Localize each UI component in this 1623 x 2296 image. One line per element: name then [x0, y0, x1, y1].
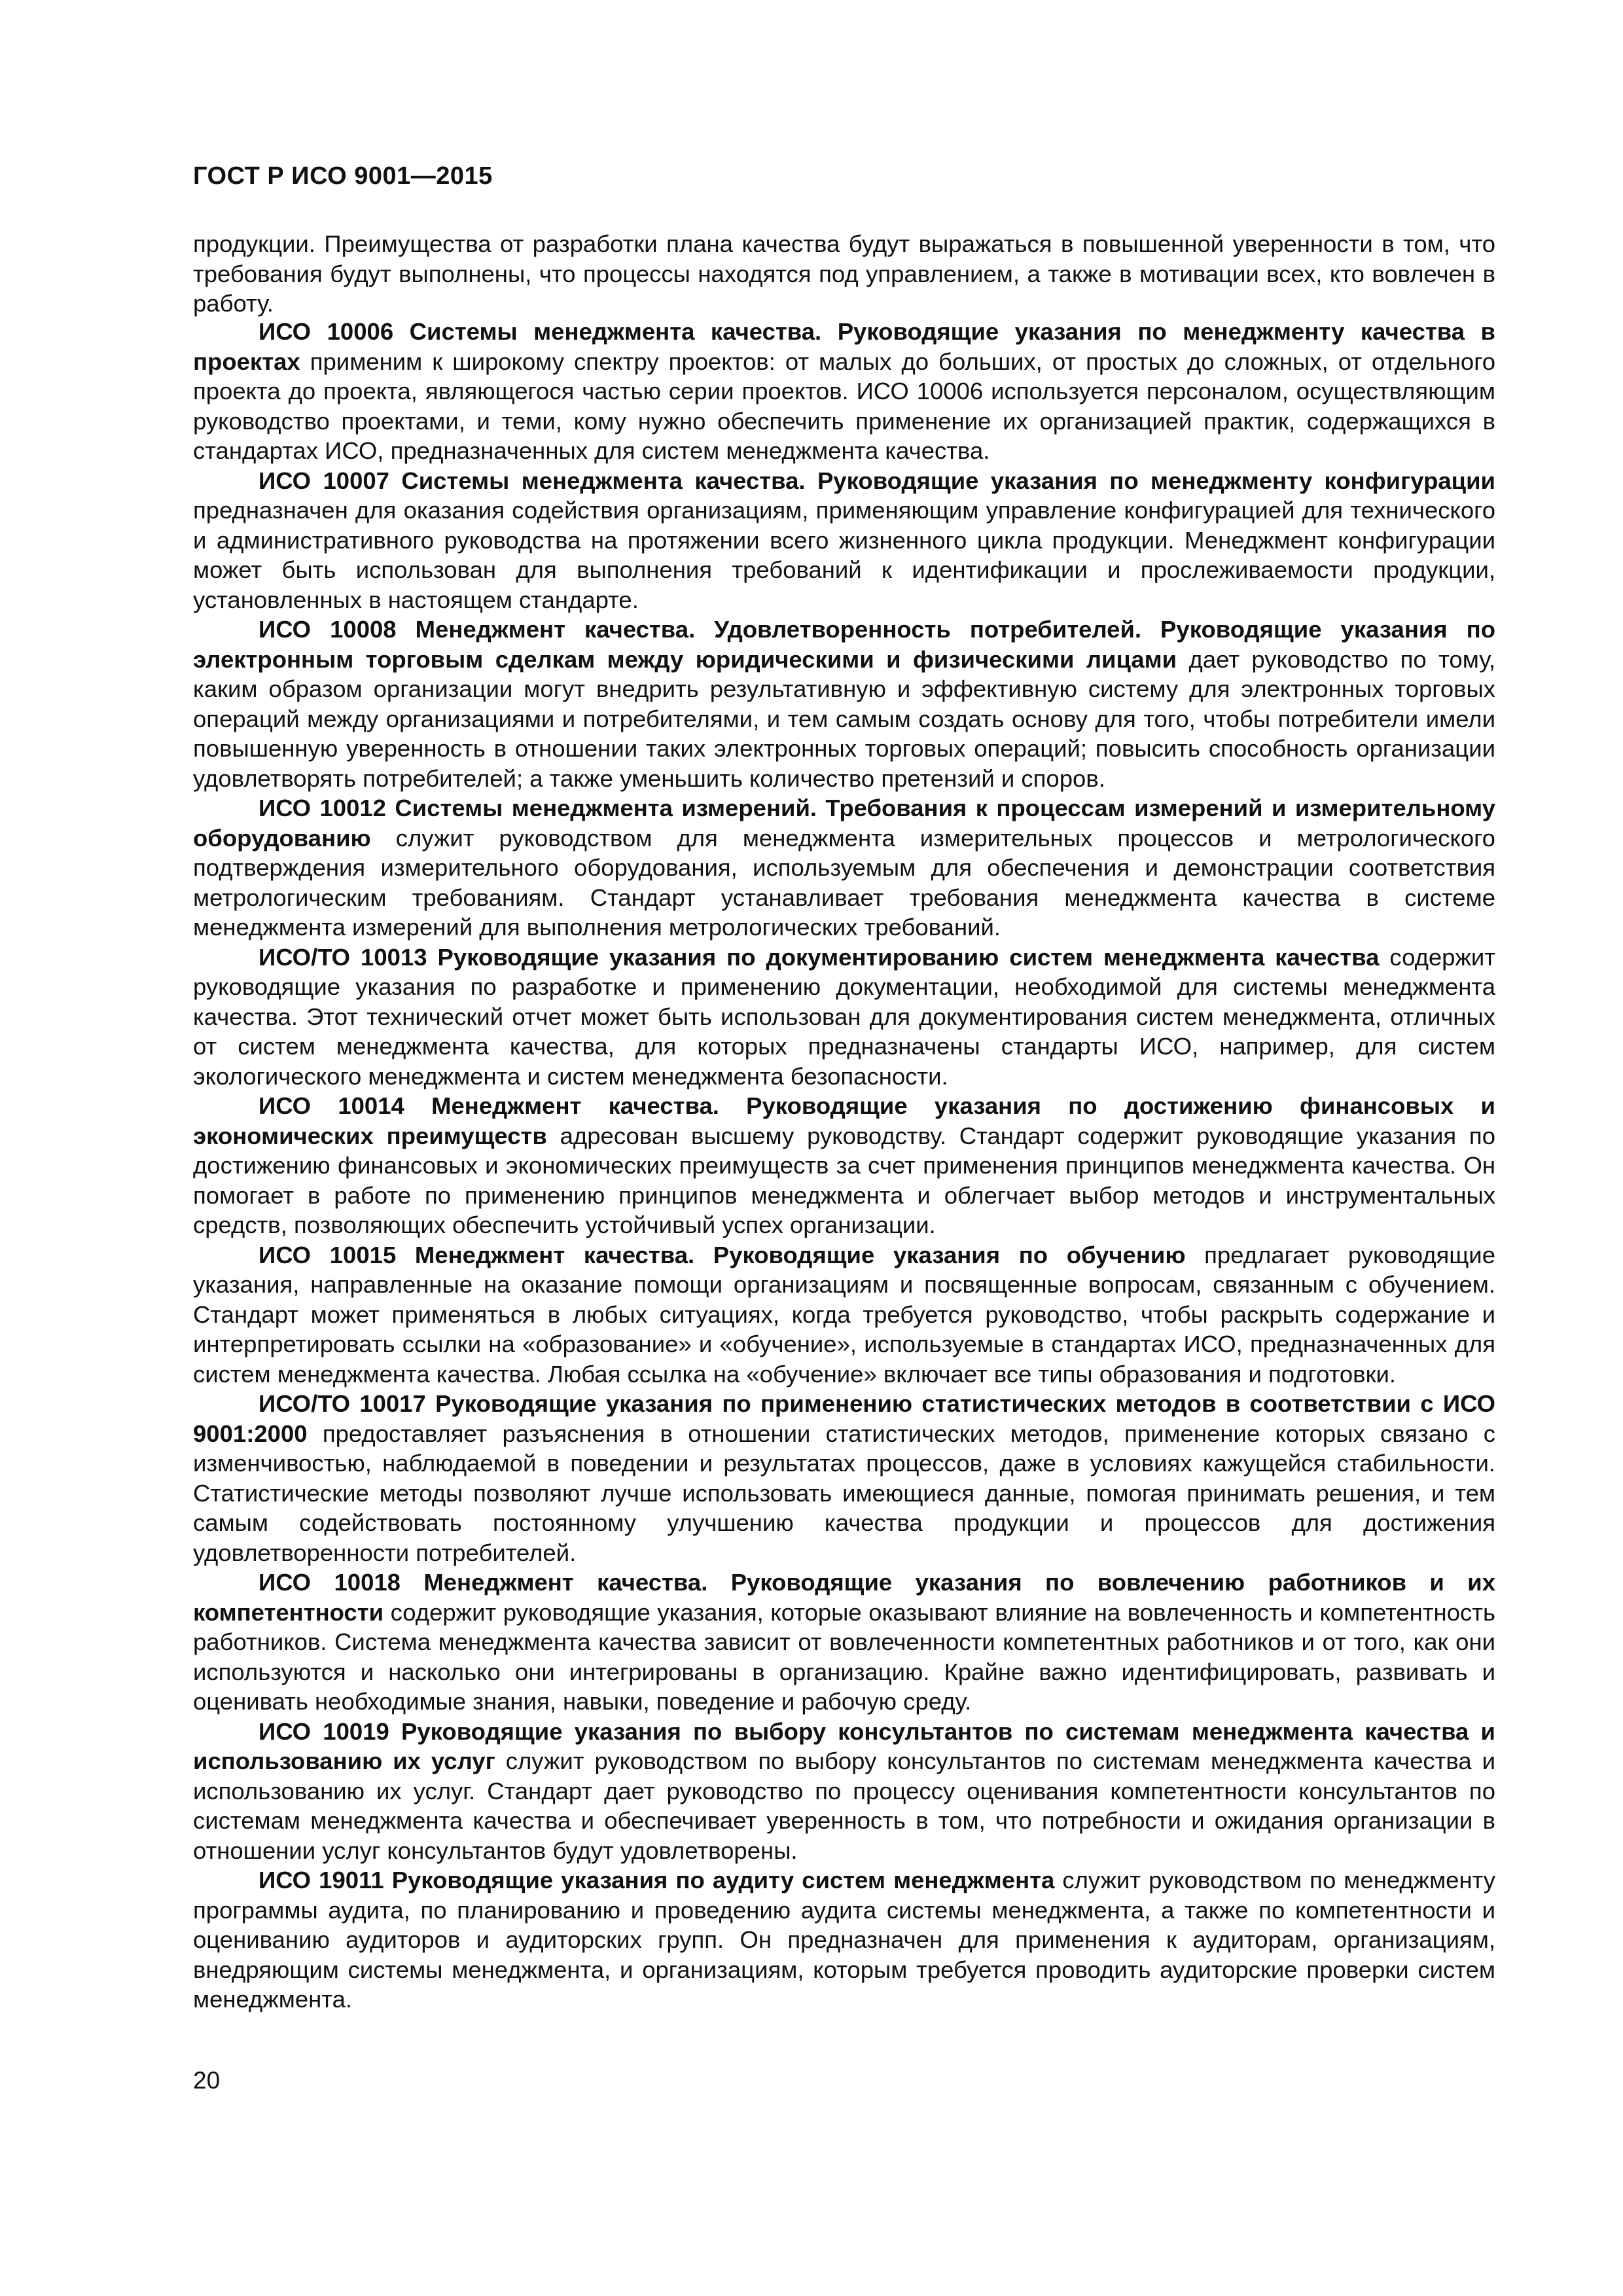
standard-description: служит руководством по выбору консультантов по системам менеджмента качества и использованию их услуг. Стандарт дает руководство по процессу оценивания компетентности консультантов по системам менеджмента качества и обеспечивает уверенность в том, что потребности и ожидания организации в отношении услуг консультантов будут удовлетворены. — [193, 1748, 1495, 1864]
standard-entry-10014 — [193, 1091, 1495, 1240]
standard-entry-10013 — [193, 942, 1495, 1092]
standard-entry-10018 — [193, 1568, 1495, 1717]
standard-description: предоставляет разъяснения в отношении статистических методов, применение которых связано с изменчивостью, наблюдаемой в поведении и результатах процессов, даже в условиях кажущейся стабильности. Статистические методы позволяют лучше использовать имеющиеся данные, помогая принимать решения, и тем самым содействовать постоянному улучшению качества продукции и процессов для достижения удовлетворенности потребителей. — [193, 1420, 1495, 1566]
standard-description: предлагает руководящие указания, направленные на оказание помощи организациям и посвященные вопросам, связанным с обучением. Стандарт может применяться в любых ситуациях, когда требуется руководство, чтобы раскрыть содержание и интерпретировать ссылки на «образование» и «обучение», используемые в стандартах ИСО, предназначенных для систем менеджмента качества. Любая ссылка на «обучение» включает все типы образования и подготовки. — [193, 1241, 1495, 1388]
intro-paragraph — [193, 229, 1495, 319]
standard-title: ИСО 10015 Менеджмент качества. Руководящие указания по обучению — [259, 1241, 1186, 1268]
standard-description: адресован высшему руководству. Стандарт содержит руководящие указания по достижению финансовых и экономических преимуществ за счет применения принципов менеджмента качества. Он помогает в работе по применению принципов менеджмента и облегчает выбор методов и инструментальных средств, позволяющих обеспечить устойчивый успех организации. — [193, 1122, 1495, 1238]
standard-description: содержит руководящие указания, которые оказывают влияние на вовлеченность и компетентность работников. Система менеджмента качества зависит от вовлеченности компетентных работников и от того, как они используются и насколько они интегрированы в организацию. Крайне важно идентифицировать, развивать и оценивать необходимые знания, навыки, поведение и рабочую среду. — [193, 1598, 1495, 1715]
standard-description: предназначен для оказания содействия организациям, применяющим управление конфигурацией для технического и административного руководства на протяжении всего жизненного цикла продукции. Менеджмент конфигурации может быть использован для выполнения требований к идентификации и прослеживаемости продукции, установленных в настоящем стандарте. — [193, 497, 1495, 613]
standard-description: служит руководством по менеджменту программы аудита, по планированию и проведению аудита системы менеджмента, а также по компетентности и оцениванию аудиторов и аудиторских групп. Он предназначен для применения к аудиторам, организациям, внедряющим системы менеджмента, и организациям, которым требуется проводить аудиторские проверки систем менеджмента. — [193, 1867, 1496, 2013]
standard-title: ИСО/ТО 10017 Руководящие указания по применению статистических методов в соответствии с ИСО 9001:2000 — [193, 1390, 1495, 1447]
standard-title: ИСО/ТО 10013 Руководящие указания по документированию систем менеджмента качества — [259, 943, 1380, 971]
standard-title: ИСО 10012 Системы менеджмента измерений. Требования к процессам измерений и измерительному оборудованию — [193, 795, 1495, 852]
standard-entry-10007 — [193, 466, 1495, 615]
standard-entry-10017 — [193, 1389, 1495, 1568]
standard-description: дает руководство по тому, каким образом организации могут внедрить результативную и эффективную систему для электронных торговых операций между организациями и потребителями, и тем самым создать основу для того, чтобы потребители имели повышенную уверенность в отношении таких электронных торговых операций; повысить способность организации удовлетворять потребителей; а также уменьшить количество претензий и споров. — [193, 645, 1495, 792]
standard-entry-10006 — [193, 317, 1495, 466]
standard-description: содержит руководящие указания по разработке и применению документации, необходимой для системы менеджмента качества. Этот технический отчет может быть использован для документирования систем менеджмента, отличных от систем менеджмента качества, для которых предназначены стандарты ИСО, например, для систем экологического менеджмента и систем менеджмента безопасности. — [193, 943, 1495, 1090]
standard-description: применим к широкому спектру проектов: от малых до больших, от простых до сложных, от отдельного проекта до проекта, являющегося частью серии проектов. ИСО 10006 используется персоналом, осуществляющим руководство проектами, и теми, кому нужно обеспечить применение их организацией практик, содержащихся в стандартах ИСО, предназначенных для систем менеджмента качества. — [193, 348, 1495, 464]
standard-title: ИСО 19011 Руководящие указания по аудиту систем менеджмента — [259, 1867, 1055, 1893]
standard-description: служит руководством для менеджмента измерительных процессов и метрологического подтверждения измерительного оборудования, используемым для обеспечения и демонстрации соответствия метрологическим требованиям. Стандарт устанавливает требования менеджмента качества в системе менеджмента измерений для выполнения метрологических требований. — [193, 824, 1495, 941]
standard-title: ИСО 10014 Менеджмент качества. Руководящие указания по достижению финансовых и экономических преимуществ — [193, 1092, 1495, 1149]
intro-text: продукции. Преимущества от разработки плана качества будут выражаться в повышенной уверенности в том, что требования будут выполнены, что процессы находятся под управлением, а также в мотивации всех, кто вовлечен в работу. — [193, 230, 1495, 317]
document-code-header: ГОСТ Р ИСО 9001—2015 — [193, 162, 493, 190]
page-number: 20 — [193, 2067, 221, 2094]
standard-title: ИСО 10008 Менеджмент качества. Удовлетворенность потребителей. Руководящие указания по электронным торговым сделкам между юридическими и физическими лицами — [193, 616, 1495, 673]
standard-entry-19011 — [193, 1865, 1495, 2015]
standard-entry-10012 — [193, 793, 1495, 942]
standard-entry-10008 — [193, 615, 1495, 793]
standard-title: ИСО 10018 Менеджмент качества. Руководящие указания по вовлечению работников и их компетентности — [193, 1569, 1495, 1626]
standard-entry-10019 — [193, 1717, 1495, 1866]
standards-list — [193, 317, 1495, 2015]
standard-title: ИСО 10007 Системы менеджмента качества. Руководящие указания по менеджменту конфигурации — [259, 467, 1495, 494]
standard-entry-10015 — [193, 1240, 1495, 1390]
standard-title: ИСО 10019 Руководящие указания по выбору консультантов по системам менеджмента качества и использованию их услуг — [193, 1717, 1495, 1774]
standard-title: ИСО 10006 Системы менеджмента качества. Руководящие указания по менеджменту качества в проектах — [193, 318, 1495, 375]
